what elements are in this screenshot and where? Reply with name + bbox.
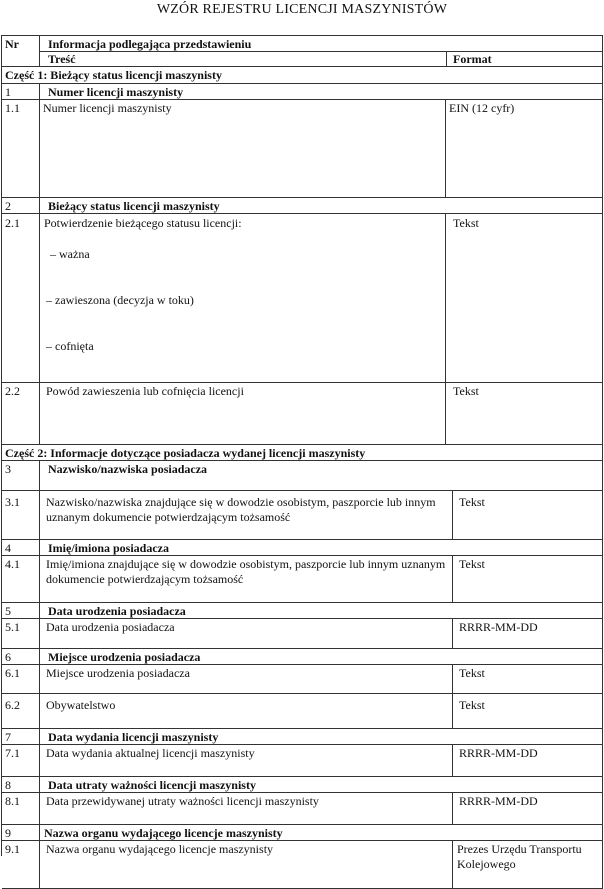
row-5-1: 5.1 Data urodzenia posiadacza RRRR-MM-DD — [2, 619, 603, 649]
registry-table — [1, 35, 603, 871]
row-6-1: 6.1 Miejsce urodzenia posiadacza Tekst — [2, 665, 603, 694]
row-9-1: 9.1 Nazwa organu wydającego licencje maszynisty Prezes Urzędu Transportu Kolejowego — [2, 841, 603, 889]
row-3-1: 3.1 Nazwisko/nazwiska znajdujące się w dowodzie osobistym, paszporcie lub innym uznanym dokumencie potwierdzającym tożsamość Tekst — [2, 491, 603, 540]
part2-heading: Część 2: Informacje dotyczące posiadacza wydanej licencji maszynisty — [2, 445, 603, 461]
status-option-revoked: – cofnięta — [46, 339, 94, 353]
row-1-1: 1.1 Numer licencji maszynisty EIN (12 cyfr) — [2, 100, 603, 198]
section-3: 3 Nazwisko/nazwiska posiadacza — [2, 461, 603, 491]
section-6: 6 Miejsce urodzenia posiadacza — [2, 649, 603, 665]
section-7: 7 Data wydania licencji maszynisty — [2, 729, 603, 745]
header-info-block — [40, 36, 603, 66]
row-7-1: 7.1 Data wydania aktualnej licencji maszynisty RRRR-MM-DD — [2, 745, 603, 777]
status-option-suspended: – zawieszona (decyzja w toku) — [46, 293, 194, 307]
section-1: 1 Numer licencji maszynisty — [2, 84, 603, 100]
header-nr: Nr — [2, 36, 40, 66]
section-8: 8 Data utraty ważności licencji maszynisty — [2, 777, 603, 793]
row-2-1: 2.1 Potwierdzenie bieżącego statusu licencji: – ważna – zawieszona (decyzja w toku) – cofnięta Tekst — [2, 214, 603, 383]
header-info: Informacja podlegająca przedstawieniu — [48, 37, 252, 51]
part1-heading: Część 1: Bieżący status licencji maszynisty — [2, 67, 603, 84]
header-format: Format — [453, 52, 492, 66]
section-5: 5 Data urodzenia posiadacza — [2, 603, 603, 619]
row-6-2: 6.2 Obywatelstwo Tekst — [2, 694, 603, 729]
section-4: 4 Imię/imiona posiadacza — [2, 540, 603, 556]
row-4-1: 4.1 Imię/imiona znajdujące się w dowodzie osobistym, paszporcie lub innym uznanym dokumencie potwierdzającym tożsamość Tekst — [2, 556, 603, 603]
section-9: 9 Nazwa organu wydającego licencje maszynisty — [2, 825, 603, 841]
table-header — [2, 36, 603, 67]
document-title: WZÓR REJESTRU LICENCJI MASZYNISTÓW — [156, 2, 448, 17]
header-tresc: Treść — [48, 52, 76, 66]
row-8-1: 8.1 Data przewidywanej utraty ważności licencji maszynisty RRRR-MM-DD — [2, 793, 603, 825]
row-2-2: 2.2 Powód zawieszenia lub cofnięcia licencji Tekst — [2, 383, 603, 445]
section-2: 2 Bieżący status licencji maszynisty — [2, 198, 603, 214]
status-option-valid: – ważna — [50, 247, 90, 261]
